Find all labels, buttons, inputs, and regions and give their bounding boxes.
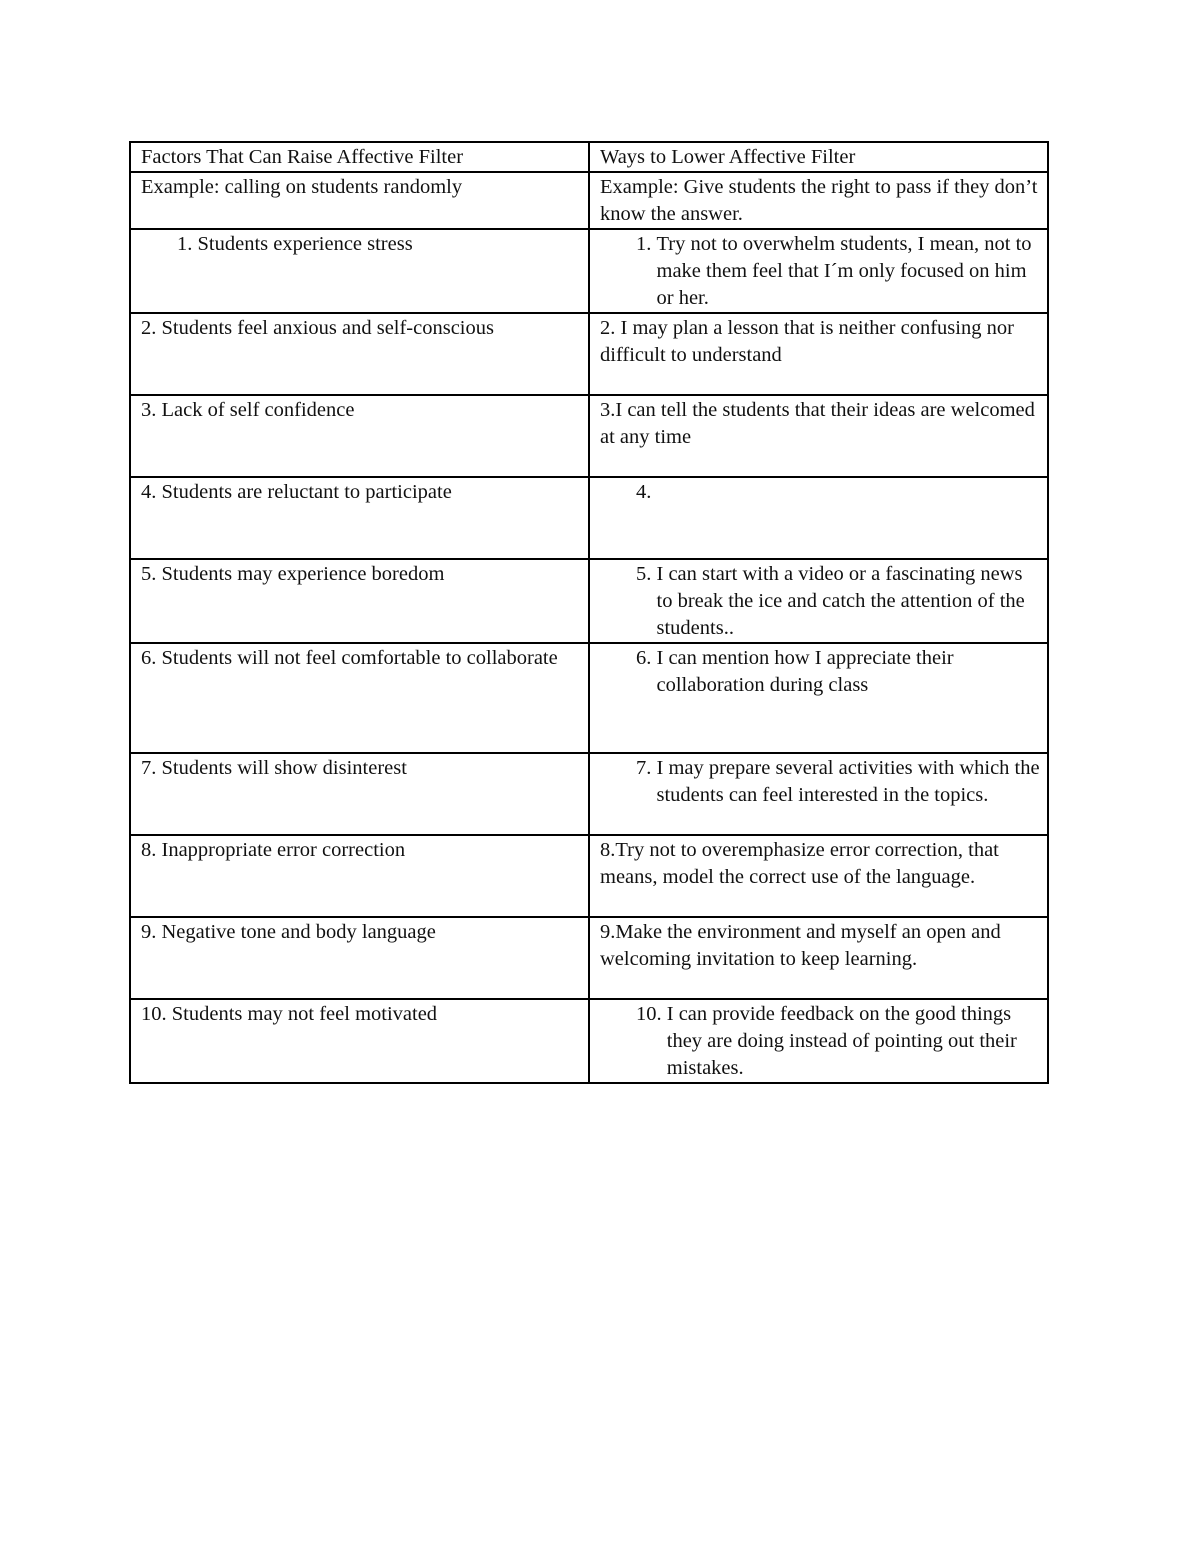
item-text: I can provide feedback on the good things they are doing instead of pointing out their mistakes. <box>666 1003 1017 1079</box>
table-example-row <box>130 172 1048 229</box>
factor-cell: 6. Students will not feel comfortable to collaborate <box>130 643 589 753</box>
item-number: 6. <box>636 647 657 669</box>
factor-cell: 3. Lack of self confidence <box>130 395 589 477</box>
way-cell: 2. I may plan a lesson that is neither confusing nor difficult to understand <box>589 313 1048 395</box>
header-cell-factors: Factors That Can Raise Affective Filter <box>130 142 589 172</box>
factor-cell: 2. Students feel anxious and self-conscious <box>130 313 589 395</box>
factor-cell: 8. Inappropriate error correction <box>130 835 589 917</box>
header-cell-ways: Ways to Lower Affective Filter <box>589 142 1048 172</box>
factor-cell: 4. Students are reluctant to participate <box>130 477 589 559</box>
way-cell: 3.I can tell the students that their ideas are welcomed at any time <box>589 395 1048 477</box>
way-cell <box>589 559 1048 643</box>
item-text <box>651 479 1041 506</box>
item-text: I can mention how I appreciate their collaboration during class <box>656 647 954 696</box>
table-row <box>130 477 1048 559</box>
way-cell <box>589 753 1048 835</box>
way-cell <box>589 999 1048 1083</box>
item-number: 4. <box>636 481 652 503</box>
table-row <box>130 835 1048 917</box>
affective-filter-table <box>129 141 1049 1084</box>
item-text: I can start with a video or a fascinating news to break the ice and catch the attention of the students.. <box>656 563 1025 639</box>
factor-cell: 7. Students will show disinterest <box>130 753 589 835</box>
table-row <box>130 643 1048 753</box>
item-text: Try not to overwhelm students, I mean, not to make them feel that I´m only focused on him or her. <box>656 233 1032 309</box>
table-row <box>130 559 1048 643</box>
table-row <box>130 753 1048 835</box>
item-text: I may prepare several activities with which the students can feel interested in the topics. <box>656 757 1040 806</box>
table-row <box>130 917 1048 999</box>
way-cell: 9.Make the environment and myself an open and welcoming invitation to keep learning. <box>589 917 1048 999</box>
item-number: 1. <box>177 233 198 255</box>
numbered-item <box>600 231 1041 312</box>
way-cell <box>589 477 1048 559</box>
example-cell-factor: Example: calling on students randomly <box>130 172 589 229</box>
factor-cell <box>130 229 589 313</box>
numbered-item <box>600 755 1041 809</box>
numbered-item <box>141 231 582 258</box>
item-number: 7. <box>636 757 657 779</box>
table-row <box>130 229 1048 313</box>
numbered-item <box>600 645 1041 699</box>
table-header-row <box>130 142 1048 172</box>
way-cell <box>589 229 1048 313</box>
example-cell-way: Example: Give students the right to pass if they don’t know the answer. <box>589 172 1048 229</box>
factor-cell: 10. Students may not feel motivated <box>130 999 589 1083</box>
factor-cell: 5. Students may experience boredom <box>130 559 589 643</box>
numbered-item <box>600 1001 1041 1082</box>
table-row <box>130 395 1048 477</box>
table-row <box>130 313 1048 395</box>
item-number: 5. <box>636 563 657 585</box>
numbered-item <box>600 561 1041 642</box>
item-number: 1. <box>636 233 657 255</box>
table-row <box>130 999 1048 1083</box>
way-cell <box>589 643 1048 753</box>
factor-cell: 9. Negative tone and body language <box>130 917 589 999</box>
item-number: 10. <box>636 1003 667 1025</box>
way-cell: 8.Try not to overemphasize error correction, that means, model the correct use of the language. <box>589 835 1048 917</box>
numbered-item <box>600 479 1041 506</box>
item-text: Students experience stress <box>197 233 413 255</box>
